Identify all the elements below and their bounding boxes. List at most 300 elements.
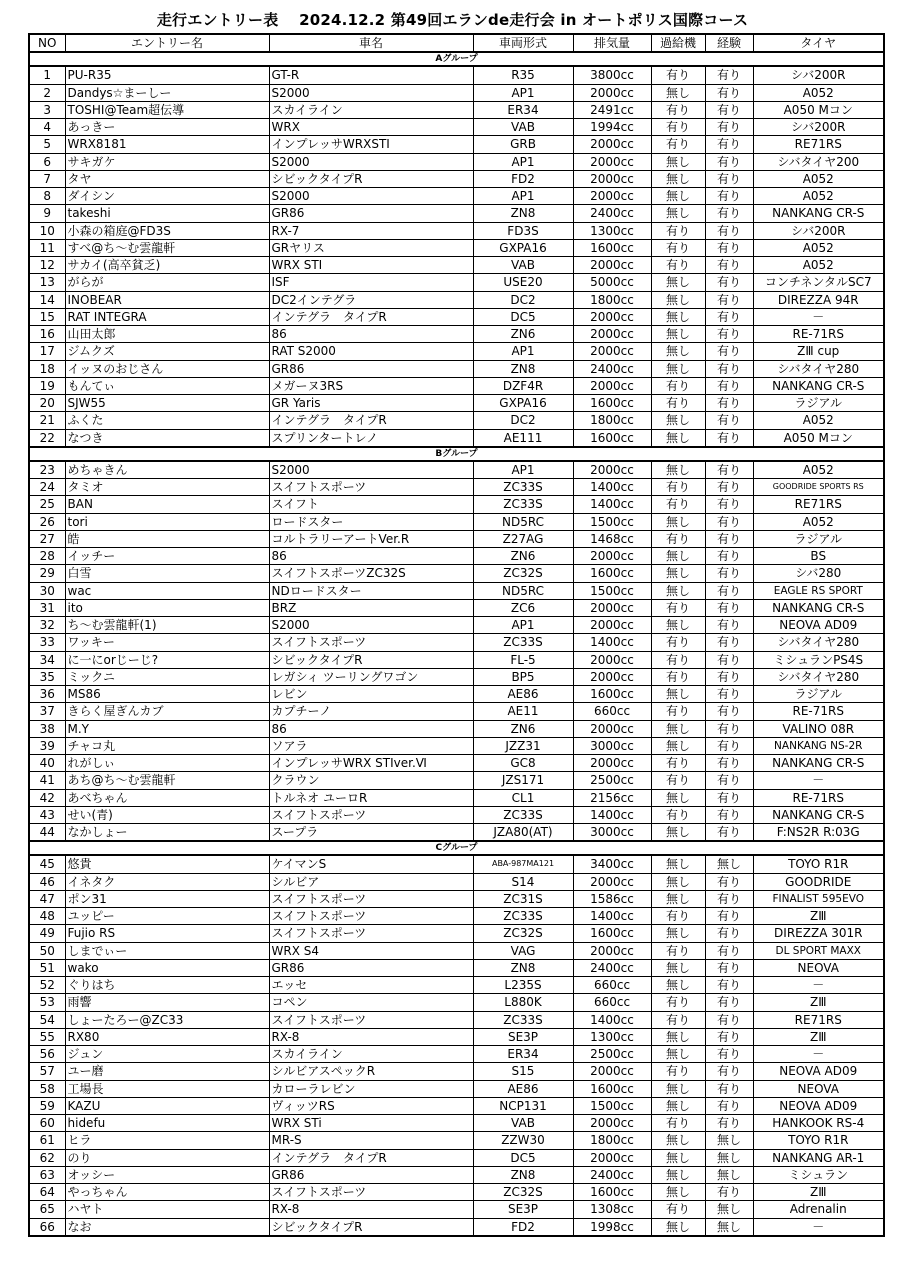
experience: 有り — [705, 308, 753, 325]
displacement: 1300cc — [573, 222, 651, 239]
tire: ミシュランPS4S — [753, 651, 884, 668]
table-row — [29, 205, 884, 222]
experience: 有り — [705, 274, 753, 291]
car-name: クラウン — [269, 772, 473, 789]
model-code: AP1 — [473, 617, 573, 634]
entry-no: 44 — [29, 824, 65, 842]
col-header-entrant: エントリー名 — [65, 34, 269, 52]
model-code: Z27AG — [473, 530, 573, 547]
turbo: 無し — [651, 1149, 705, 1166]
tire: NANKANG NS-2R — [753, 737, 884, 754]
model-code: ZN8 — [473, 205, 573, 222]
entrant-name: wac — [65, 582, 269, 599]
model-code: L235S — [473, 977, 573, 994]
entrant-name: しまでぃー — [65, 942, 269, 959]
turbo: 無し — [651, 789, 705, 806]
table-row — [29, 239, 884, 256]
model-code: DC2 — [473, 412, 573, 429]
displacement: 1586cc — [573, 890, 651, 907]
displacement: 1600cc — [573, 395, 651, 412]
table-row — [29, 772, 884, 789]
turbo: 有り — [651, 994, 705, 1011]
model-code: AE111 — [473, 429, 573, 447]
tire: RE-71RS — [753, 326, 884, 343]
entrant-name: ヒラ — [65, 1132, 269, 1149]
car-name: トルネオ ユーロR — [269, 789, 473, 806]
col-header-displacement: 排気量 — [573, 34, 651, 52]
entry-no: 8 — [29, 188, 65, 205]
entrant-name: hidefu — [65, 1115, 269, 1132]
tire: NEOVA AD09 — [753, 1063, 884, 1080]
entry-no: 11 — [29, 239, 65, 256]
experience: 有り — [705, 703, 753, 720]
table-row — [29, 582, 884, 599]
car-name: スイフト — [269, 496, 473, 513]
table-row — [29, 651, 884, 668]
model-code: ZN8 — [473, 360, 573, 377]
turbo: 無し — [651, 1080, 705, 1097]
displacement: 2000cc — [573, 170, 651, 187]
tire: ラジアル — [753, 686, 884, 703]
entry-no: 12 — [29, 257, 65, 274]
tire: TOYO R1R — [753, 1132, 884, 1149]
turbo: 無し — [651, 343, 705, 360]
table-row — [29, 925, 884, 942]
car-name: スイフトスポーツ — [269, 634, 473, 651]
model-code: ZC32S — [473, 1184, 573, 1201]
experience: 有り — [705, 720, 753, 737]
tire: Adrenalin — [753, 1201, 884, 1218]
displacement: 3800cc — [573, 66, 651, 84]
table-row — [29, 1080, 884, 1097]
car-name: GR86 — [269, 1166, 473, 1183]
experience: 有り — [705, 136, 753, 153]
experience: 有り — [705, 101, 753, 118]
turbo: 無し — [651, 720, 705, 737]
model-code: AE86 — [473, 1080, 573, 1097]
turbo: 無し — [651, 1046, 705, 1063]
turbo: 無し — [651, 855, 705, 873]
model-code: S14 — [473, 873, 573, 890]
car-name: スイフトスポーツ — [269, 890, 473, 907]
table-row — [29, 84, 884, 101]
table-row — [29, 1046, 884, 1063]
table-row — [29, 222, 884, 239]
car-name: スイフトスポーツ — [269, 925, 473, 942]
experience: 有り — [705, 994, 753, 1011]
displacement: 1400cc — [573, 479, 651, 496]
entrant-name: Fujio RS — [65, 925, 269, 942]
displacement: 1400cc — [573, 1011, 651, 1028]
displacement: 3400cc — [573, 855, 651, 873]
displacement: 2500cc — [573, 1046, 651, 1063]
displacement: 1300cc — [573, 1028, 651, 1045]
entry-no: 17 — [29, 343, 65, 360]
entrant-name: ジムクズ — [65, 343, 269, 360]
table-row — [29, 343, 884, 360]
car-name: GR86 — [269, 360, 473, 377]
model-code: AE11 — [473, 703, 573, 720]
model-code: AP1 — [473, 153, 573, 170]
car-name: スカイライン — [269, 1046, 473, 1063]
experience: 有り — [705, 1115, 753, 1132]
entry-no: 27 — [29, 530, 65, 547]
model-code: ER34 — [473, 1046, 573, 1063]
experience: 有り — [705, 737, 753, 754]
turbo: 有り — [651, 496, 705, 513]
entrant-name: きらく屋ぎんカブ — [65, 703, 269, 720]
col-header-no: NO — [29, 34, 65, 52]
tire: A052 — [753, 84, 884, 101]
displacement: 2000cc — [573, 651, 651, 668]
entry-no: 51 — [29, 959, 65, 976]
car-name: S2000 — [269, 188, 473, 205]
entrant-name: Dandys☆まーしー — [65, 84, 269, 101]
experience: 有り — [705, 890, 753, 907]
car-name: コルトラリーアートVer.R — [269, 530, 473, 547]
turbo: 無し — [651, 429, 705, 447]
displacement: 1600cc — [573, 1184, 651, 1201]
model-code: DC5 — [473, 308, 573, 325]
entrant-name: なつき — [65, 429, 269, 447]
tire: A052 — [753, 513, 884, 530]
model-code: ZC33S — [473, 908, 573, 925]
model-code: ZC6 — [473, 599, 573, 616]
displacement: 2000cc — [573, 942, 651, 959]
turbo: 無し — [651, 461, 705, 479]
displacement: 2000cc — [573, 1149, 651, 1166]
turbo: 無し — [651, 873, 705, 890]
model-code: VAB — [473, 257, 573, 274]
tire: RE71RS — [753, 136, 884, 153]
turbo: 有り — [651, 703, 705, 720]
model-code: ZC32S — [473, 565, 573, 582]
model-code: GXPA16 — [473, 395, 573, 412]
car-name: GR Yaris — [269, 395, 473, 412]
model-code: GRB — [473, 136, 573, 153]
model-code: JZZ31 — [473, 737, 573, 754]
entry-no: 61 — [29, 1132, 65, 1149]
tire: シバ200R — [753, 119, 884, 136]
table-row — [29, 188, 884, 205]
tire: EAGLE RS SPORT — [753, 582, 884, 599]
table-row — [29, 855, 884, 873]
model-code: DC2 — [473, 291, 573, 308]
entrant-name: もんてぃ — [65, 377, 269, 394]
experience: 有り — [705, 925, 753, 942]
car-name: RX-8 — [269, 1201, 473, 1218]
tire: ZⅢ cup — [753, 343, 884, 360]
entry-no: 65 — [29, 1201, 65, 1218]
car-name: 86 — [269, 326, 473, 343]
model-code: VAB — [473, 119, 573, 136]
experience: 有り — [705, 824, 753, 842]
entrant-name: ワッキー — [65, 634, 269, 651]
header-row — [29, 34, 884, 52]
entrant-name: あち@ち～む雲龍軒 — [65, 772, 269, 789]
experience: 有り — [705, 239, 753, 256]
entrant-name: イネタク — [65, 873, 269, 890]
table-row — [29, 737, 884, 754]
entry-no: 63 — [29, 1166, 65, 1183]
displacement: 2000cc — [573, 153, 651, 170]
entrant-name: 小森の箱庭@FD3S — [65, 222, 269, 239]
tire: GOODRIDE — [753, 873, 884, 890]
displacement: 1500cc — [573, 582, 651, 599]
turbo: 有り — [651, 651, 705, 668]
turbo: 無し — [651, 84, 705, 101]
group-label: Bグループ — [29, 447, 884, 461]
group-header-row — [29, 447, 884, 461]
tire: シバタイヤ200 — [753, 153, 884, 170]
table-row — [29, 1028, 884, 1045]
entry-no: 45 — [29, 855, 65, 873]
entrant-name: なお — [65, 1218, 269, 1236]
car-name: インプレッサWRX STIver.Ⅵ — [269, 755, 473, 772]
entry-no: 26 — [29, 513, 65, 530]
experience: 有り — [705, 582, 753, 599]
tire: ZⅢ — [753, 994, 884, 1011]
entry-no: 32 — [29, 617, 65, 634]
model-code: DZF4R — [473, 377, 573, 394]
displacement: 2000cc — [573, 755, 651, 772]
entry-no: 56 — [29, 1046, 65, 1063]
entrant-name: れがしぃ — [65, 755, 269, 772]
model-code: S15 — [473, 1063, 573, 1080]
entrant-name: サキガケ — [65, 153, 269, 170]
model-code: ZN8 — [473, 1166, 573, 1183]
tire: NANKANG CR-S — [753, 806, 884, 823]
entry-no: 3 — [29, 101, 65, 118]
experience: 有り — [705, 651, 753, 668]
entrant-name: RAT INTEGRA — [65, 308, 269, 325]
tire: A052 — [753, 461, 884, 479]
entry-no: 18 — [29, 360, 65, 377]
car-name: スイフトスポーツ — [269, 908, 473, 925]
car-name: レガシィ ツーリングワゴン — [269, 668, 473, 685]
turbo: 有り — [651, 119, 705, 136]
entrant-name: ユー磨 — [65, 1063, 269, 1080]
model-code: L880K — [473, 994, 573, 1011]
tire: F:NS2R R:03G — [753, 824, 884, 842]
tire: HANKOOK RS-4 — [753, 1115, 884, 1132]
experience: 有り — [705, 548, 753, 565]
car-name: BRZ — [269, 599, 473, 616]
turbo: 有り — [651, 1063, 705, 1080]
turbo: 有り — [651, 395, 705, 412]
experience: 有り — [705, 873, 753, 890]
entrant-name: RX80 — [65, 1028, 269, 1045]
entrant-name: MS86 — [65, 686, 269, 703]
tire: ラジアル — [753, 530, 884, 547]
col-header-tire: タイヤ — [753, 34, 884, 52]
entrant-name: ポン31 — [65, 890, 269, 907]
table-row — [29, 959, 884, 976]
entry-no: 1 — [29, 66, 65, 84]
table-row — [29, 412, 884, 429]
tire: A050 Mコン — [753, 101, 884, 118]
experience: 有り — [705, 1046, 753, 1063]
displacement: 2000cc — [573, 84, 651, 101]
entrant-name: がらが — [65, 274, 269, 291]
tire: NANKANG CR-S — [753, 205, 884, 222]
entrant-name: タミオ — [65, 479, 269, 496]
entry-no: 15 — [29, 308, 65, 325]
car-name: MR-S — [269, 1132, 473, 1149]
entry-no: 42 — [29, 789, 65, 806]
model-code: ZC32S — [473, 925, 573, 942]
experience: 有り — [705, 188, 753, 205]
entry-no: 20 — [29, 395, 65, 412]
entrant-name: に一にorじーじ? — [65, 651, 269, 668]
group-label: Aグループ — [29, 52, 884, 66]
car-name: カプチーノ — [269, 703, 473, 720]
entrant-name: INOBEAR — [65, 291, 269, 308]
entry-no: 23 — [29, 461, 65, 479]
entry-no: 55 — [29, 1028, 65, 1045]
experience: 無し — [705, 1149, 753, 1166]
tire: － — [753, 977, 884, 994]
displacement: 2400cc — [573, 205, 651, 222]
turbo: 無し — [651, 1218, 705, 1236]
entrant-name: ハヤト — [65, 1201, 269, 1218]
experience: 有り — [705, 634, 753, 651]
entrant-name: めちゃきん — [65, 461, 269, 479]
entry-no: 24 — [29, 479, 65, 496]
turbo: 有り — [651, 257, 705, 274]
car-name: シルビア — [269, 873, 473, 890]
car-name: S2000 — [269, 617, 473, 634]
entry-no: 40 — [29, 755, 65, 772]
car-name: シビックタイプR — [269, 170, 473, 187]
displacement: 2000cc — [573, 1115, 651, 1132]
table-row — [29, 513, 884, 530]
car-name: WRX — [269, 119, 473, 136]
car-name: GR86 — [269, 205, 473, 222]
entrant-name: wako — [65, 959, 269, 976]
table-row — [29, 873, 884, 890]
turbo: 有り — [651, 530, 705, 547]
experience: 有り — [705, 66, 753, 84]
turbo: 有り — [651, 136, 705, 153]
entry-no: 2 — [29, 84, 65, 101]
tire: A052 — [753, 412, 884, 429]
displacement: 2400cc — [573, 1166, 651, 1183]
turbo: 無し — [651, 170, 705, 187]
model-code: ZN6 — [473, 326, 573, 343]
tire: シバタイヤ280 — [753, 634, 884, 651]
table-row — [29, 565, 884, 582]
entry-no: 49 — [29, 925, 65, 942]
table-row — [29, 686, 884, 703]
turbo: 有り — [651, 101, 705, 118]
entry-no: 22 — [29, 429, 65, 447]
experience: 有り — [705, 806, 753, 823]
experience: 有り — [705, 343, 753, 360]
entrant-name: ユッピー — [65, 908, 269, 925]
turbo: 有り — [651, 634, 705, 651]
turbo: 無し — [651, 824, 705, 842]
car-name: ISF — [269, 274, 473, 291]
displacement: 2000cc — [573, 461, 651, 479]
displacement: 2000cc — [573, 377, 651, 394]
car-name: レビン — [269, 686, 473, 703]
entry-no: 58 — [29, 1080, 65, 1097]
car-name: スカイライン — [269, 101, 473, 118]
model-code: AE86 — [473, 686, 573, 703]
tire: A052 — [753, 188, 884, 205]
entrant-name: TOSHI@Team超伝導 — [65, 101, 269, 118]
entrant-name: WRX8181 — [65, 136, 269, 153]
turbo: 有り — [651, 772, 705, 789]
tire: BS — [753, 548, 884, 565]
table-row — [29, 101, 884, 118]
entrant-name: ダイシン — [65, 188, 269, 205]
car-name: スープラ — [269, 824, 473, 842]
experience: 有り — [705, 599, 753, 616]
entry-no: 66 — [29, 1218, 65, 1236]
model-code: FL-5 — [473, 651, 573, 668]
car-name: インテグラ タイプR — [269, 1149, 473, 1166]
displacement: 1600cc — [573, 1080, 651, 1097]
displacement: 2000cc — [573, 343, 651, 360]
car-name: スイフトスポーツ — [269, 1184, 473, 1201]
entry-no: 47 — [29, 890, 65, 907]
turbo: 無し — [651, 959, 705, 976]
model-code: ABA-987MA121 — [473, 855, 573, 873]
displacement: 1800cc — [573, 1132, 651, 1149]
entrant-name: SJW55 — [65, 395, 269, 412]
entrant-name: 悠貴 — [65, 855, 269, 873]
entry-no: 33 — [29, 634, 65, 651]
car-name: ソアラ — [269, 737, 473, 754]
experience: 有り — [705, 291, 753, 308]
model-code: SE3P — [473, 1028, 573, 1045]
car-name: 86 — [269, 720, 473, 737]
tire: A052 — [753, 257, 884, 274]
table-row — [29, 1063, 884, 1080]
tire: ZⅢ — [753, 908, 884, 925]
experience: 有り — [705, 377, 753, 394]
model-code: AP1 — [473, 461, 573, 479]
displacement: 660cc — [573, 994, 651, 1011]
car-name: ロードスター — [269, 513, 473, 530]
table-row — [29, 360, 884, 377]
table-row — [29, 824, 884, 842]
turbo: 有り — [651, 1201, 705, 1218]
entry-no: 62 — [29, 1149, 65, 1166]
car-name: ケイマンS — [269, 855, 473, 873]
model-code: FD2 — [473, 1218, 573, 1236]
displacement: 2000cc — [573, 720, 651, 737]
car-name: S2000 — [269, 153, 473, 170]
table-row — [29, 496, 884, 513]
experience: 有り — [705, 565, 753, 582]
turbo: 無し — [651, 1166, 705, 1183]
entry-no: 57 — [29, 1063, 65, 1080]
experience: 有り — [705, 789, 753, 806]
tire: シバ200R — [753, 222, 884, 239]
turbo: 無し — [651, 1184, 705, 1201]
car-name: S2000 — [269, 461, 473, 479]
model-code: AP1 — [473, 84, 573, 101]
entrant-name: KAZU — [65, 1097, 269, 1114]
model-code: AP1 — [473, 188, 573, 205]
model-code: ND5RC — [473, 513, 573, 530]
displacement: 1500cc — [573, 1097, 651, 1114]
model-code: USE20 — [473, 274, 573, 291]
tire: NANKANG AR-1 — [753, 1149, 884, 1166]
